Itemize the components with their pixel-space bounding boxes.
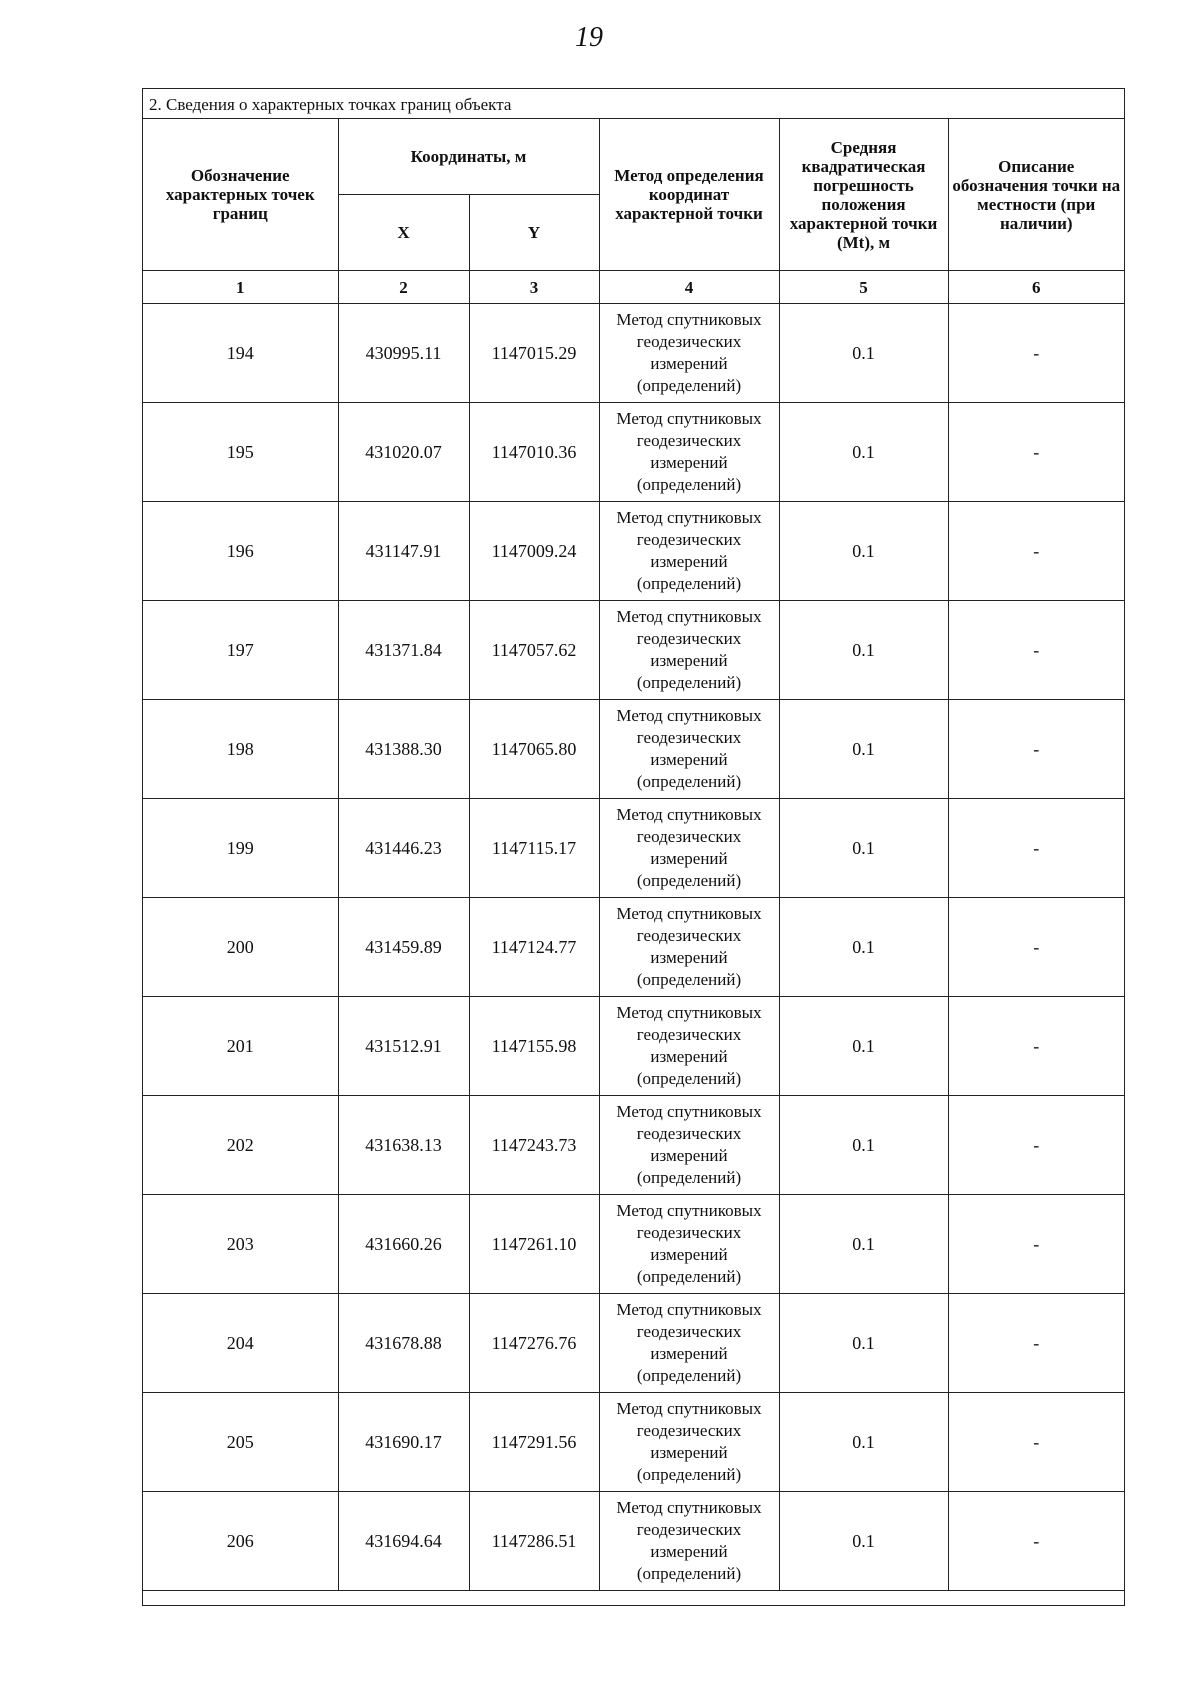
error-cell: 0.1: [779, 1195, 948, 1294]
method-cell: Метод спутниковых геодезических измерений (определений): [599, 997, 779, 1096]
section-caption: 2. Сведения о характерных точках границ объекта: [143, 89, 1124, 119]
x-coordinate-cell: 431660.26: [338, 1195, 469, 1294]
y-coordinate-cell: 1147155.98: [469, 997, 599, 1096]
point-id-cell: 201: [143, 997, 338, 1096]
y-coordinate-cell: 1147010.36: [469, 403, 599, 502]
x-coordinate-cell: 431020.07: [338, 403, 469, 502]
y-coordinate-cell: 1147243.73: [469, 1096, 599, 1195]
method-cell: Метод спутниковых геодезических измерений (определений): [599, 1294, 779, 1393]
point-id-cell: 202: [143, 1096, 338, 1195]
error-cell: 0.1: [779, 799, 948, 898]
method-cell: Метод спутниковых геодезических измерений (определений): [599, 898, 779, 997]
x-coordinate-cell: 431690.17: [338, 1393, 469, 1492]
method-cell: Метод спутниковых геодезических измерений (определений): [599, 304, 779, 403]
column-number: 3: [469, 271, 599, 304]
description-cell: -: [948, 403, 1124, 502]
x-coordinate-cell: 431459.89: [338, 898, 469, 997]
characteristic-points-table: [143, 119, 1124, 1605]
error-cell: 0.1: [779, 700, 948, 799]
description-cell: -: [948, 997, 1124, 1096]
y-coordinate-cell: 1147015.29: [469, 304, 599, 403]
table-row: [143, 1294, 1124, 1393]
x-coordinate-cell: 431638.13: [338, 1096, 469, 1195]
table-row: [143, 1393, 1124, 1492]
x-coordinate-cell: 431694.64: [338, 1492, 469, 1591]
description-cell: -: [948, 1294, 1124, 1393]
column-number: 4: [599, 271, 779, 304]
header-designation: Обозначение характерных точек границ: [143, 119, 338, 271]
column-number: 2: [338, 271, 469, 304]
method-cell: Метод спутниковых геодезических измерений (определений): [599, 1096, 779, 1195]
header-method: Метод определения координат характерной точки: [599, 119, 779, 271]
column-number: 6: [948, 271, 1124, 304]
method-cell: Метод спутниковых геодезических измерений (определений): [599, 1195, 779, 1294]
header-row-top: [143, 119, 1124, 195]
header-description: Описание обозначения точки на местности (при наличии): [948, 119, 1124, 271]
point-id-cell: 204: [143, 1294, 338, 1393]
error-cell: 0.1: [779, 502, 948, 601]
footer-cell: [143, 1591, 1124, 1606]
description-cell: -: [948, 502, 1124, 601]
y-coordinate-cell: 1147065.80: [469, 700, 599, 799]
x-coordinate-cell: 431388.30: [338, 700, 469, 799]
table-row: [143, 997, 1124, 1096]
table-row: [143, 700, 1124, 799]
y-coordinate-cell: 1147009.24: [469, 502, 599, 601]
page-number: 19: [575, 22, 603, 53]
table-row: [143, 1195, 1124, 1294]
x-coordinate-cell: 431147.91: [338, 502, 469, 601]
y-coordinate-cell: 1147286.51: [469, 1492, 599, 1591]
table-row: [143, 1096, 1124, 1195]
description-cell: -: [948, 898, 1124, 997]
error-cell: 0.1: [779, 898, 948, 997]
point-id-cell: 199: [143, 799, 338, 898]
header-y: Y: [469, 195, 599, 271]
point-id-cell: 203: [143, 1195, 338, 1294]
point-id-cell: 197: [143, 601, 338, 700]
error-cell: 0.1: [779, 601, 948, 700]
description-cell: -: [948, 1195, 1124, 1294]
x-coordinate-cell: 431446.23: [338, 799, 469, 898]
point-id-cell: 196: [143, 502, 338, 601]
y-coordinate-cell: 1147261.10: [469, 1195, 599, 1294]
description-cell: -: [948, 601, 1124, 700]
table-row: [143, 1492, 1124, 1591]
description-cell: -: [948, 1393, 1124, 1492]
x-coordinate-cell: 430995.11: [338, 304, 469, 403]
error-cell: 0.1: [779, 1492, 948, 1591]
y-coordinate-cell: 1147115.17: [469, 799, 599, 898]
description-cell: -: [948, 304, 1124, 403]
description-cell: -: [948, 1492, 1124, 1591]
column-number: 1: [143, 271, 338, 304]
x-coordinate-cell: 431371.84: [338, 601, 469, 700]
header-error: Средняя квадратическая погрешность положения характерной точки (Mt), м: [779, 119, 948, 271]
method-cell: Метод спутниковых геодезических измерений (определений): [599, 601, 779, 700]
table-row: [143, 799, 1124, 898]
method-cell: Метод спутниковых геодезических измерений (определений): [599, 1393, 779, 1492]
table-row: [143, 502, 1124, 601]
method-cell: Метод спутниковых геодезических измерений (определений): [599, 403, 779, 502]
error-cell: 0.1: [779, 304, 948, 403]
error-cell: 0.1: [779, 1096, 948, 1195]
table-body: [143, 304, 1124, 1591]
y-coordinate-cell: 1147057.62: [469, 601, 599, 700]
method-cell: Метод спутниковых геодезических измерений (определений): [599, 1492, 779, 1591]
error-cell: 0.1: [779, 997, 948, 1096]
description-cell: -: [948, 799, 1124, 898]
error-cell: 0.1: [779, 1393, 948, 1492]
point-id-cell: 194: [143, 304, 338, 403]
header-x: X: [338, 195, 469, 271]
method-cell: Метод спутниковых геодезических измерений (определений): [599, 502, 779, 601]
table-row: [143, 601, 1124, 700]
table-row: [143, 304, 1124, 403]
y-coordinate-cell: 1147276.76: [469, 1294, 599, 1393]
description-cell: -: [948, 1096, 1124, 1195]
point-id-cell: 200: [143, 898, 338, 997]
x-coordinate-cell: 431678.88: [338, 1294, 469, 1393]
point-id-cell: 198: [143, 700, 338, 799]
y-coordinate-cell: 1147124.77: [469, 898, 599, 997]
error-cell: 0.1: [779, 1294, 948, 1393]
point-id-cell: 195: [143, 403, 338, 502]
characteristic-points-section: [142, 88, 1125, 1606]
x-coordinate-cell: 431512.91: [338, 997, 469, 1096]
y-coordinate-cell: 1147291.56: [469, 1393, 599, 1492]
point-id-cell: 206: [143, 1492, 338, 1591]
column-number-row: [143, 271, 1124, 304]
table-row: [143, 898, 1124, 997]
method-cell: Метод спутниковых геодезических измерений (определений): [599, 700, 779, 799]
point-id-cell: 205: [143, 1393, 338, 1492]
table-footer-row: [143, 1591, 1124, 1606]
method-cell: Метод спутниковых геодезических измерений (определений): [599, 799, 779, 898]
header-coordinates: Координаты, м: [338, 119, 599, 195]
description-cell: -: [948, 700, 1124, 799]
error-cell: 0.1: [779, 403, 948, 502]
table-row: [143, 403, 1124, 502]
column-number: 5: [779, 271, 948, 304]
